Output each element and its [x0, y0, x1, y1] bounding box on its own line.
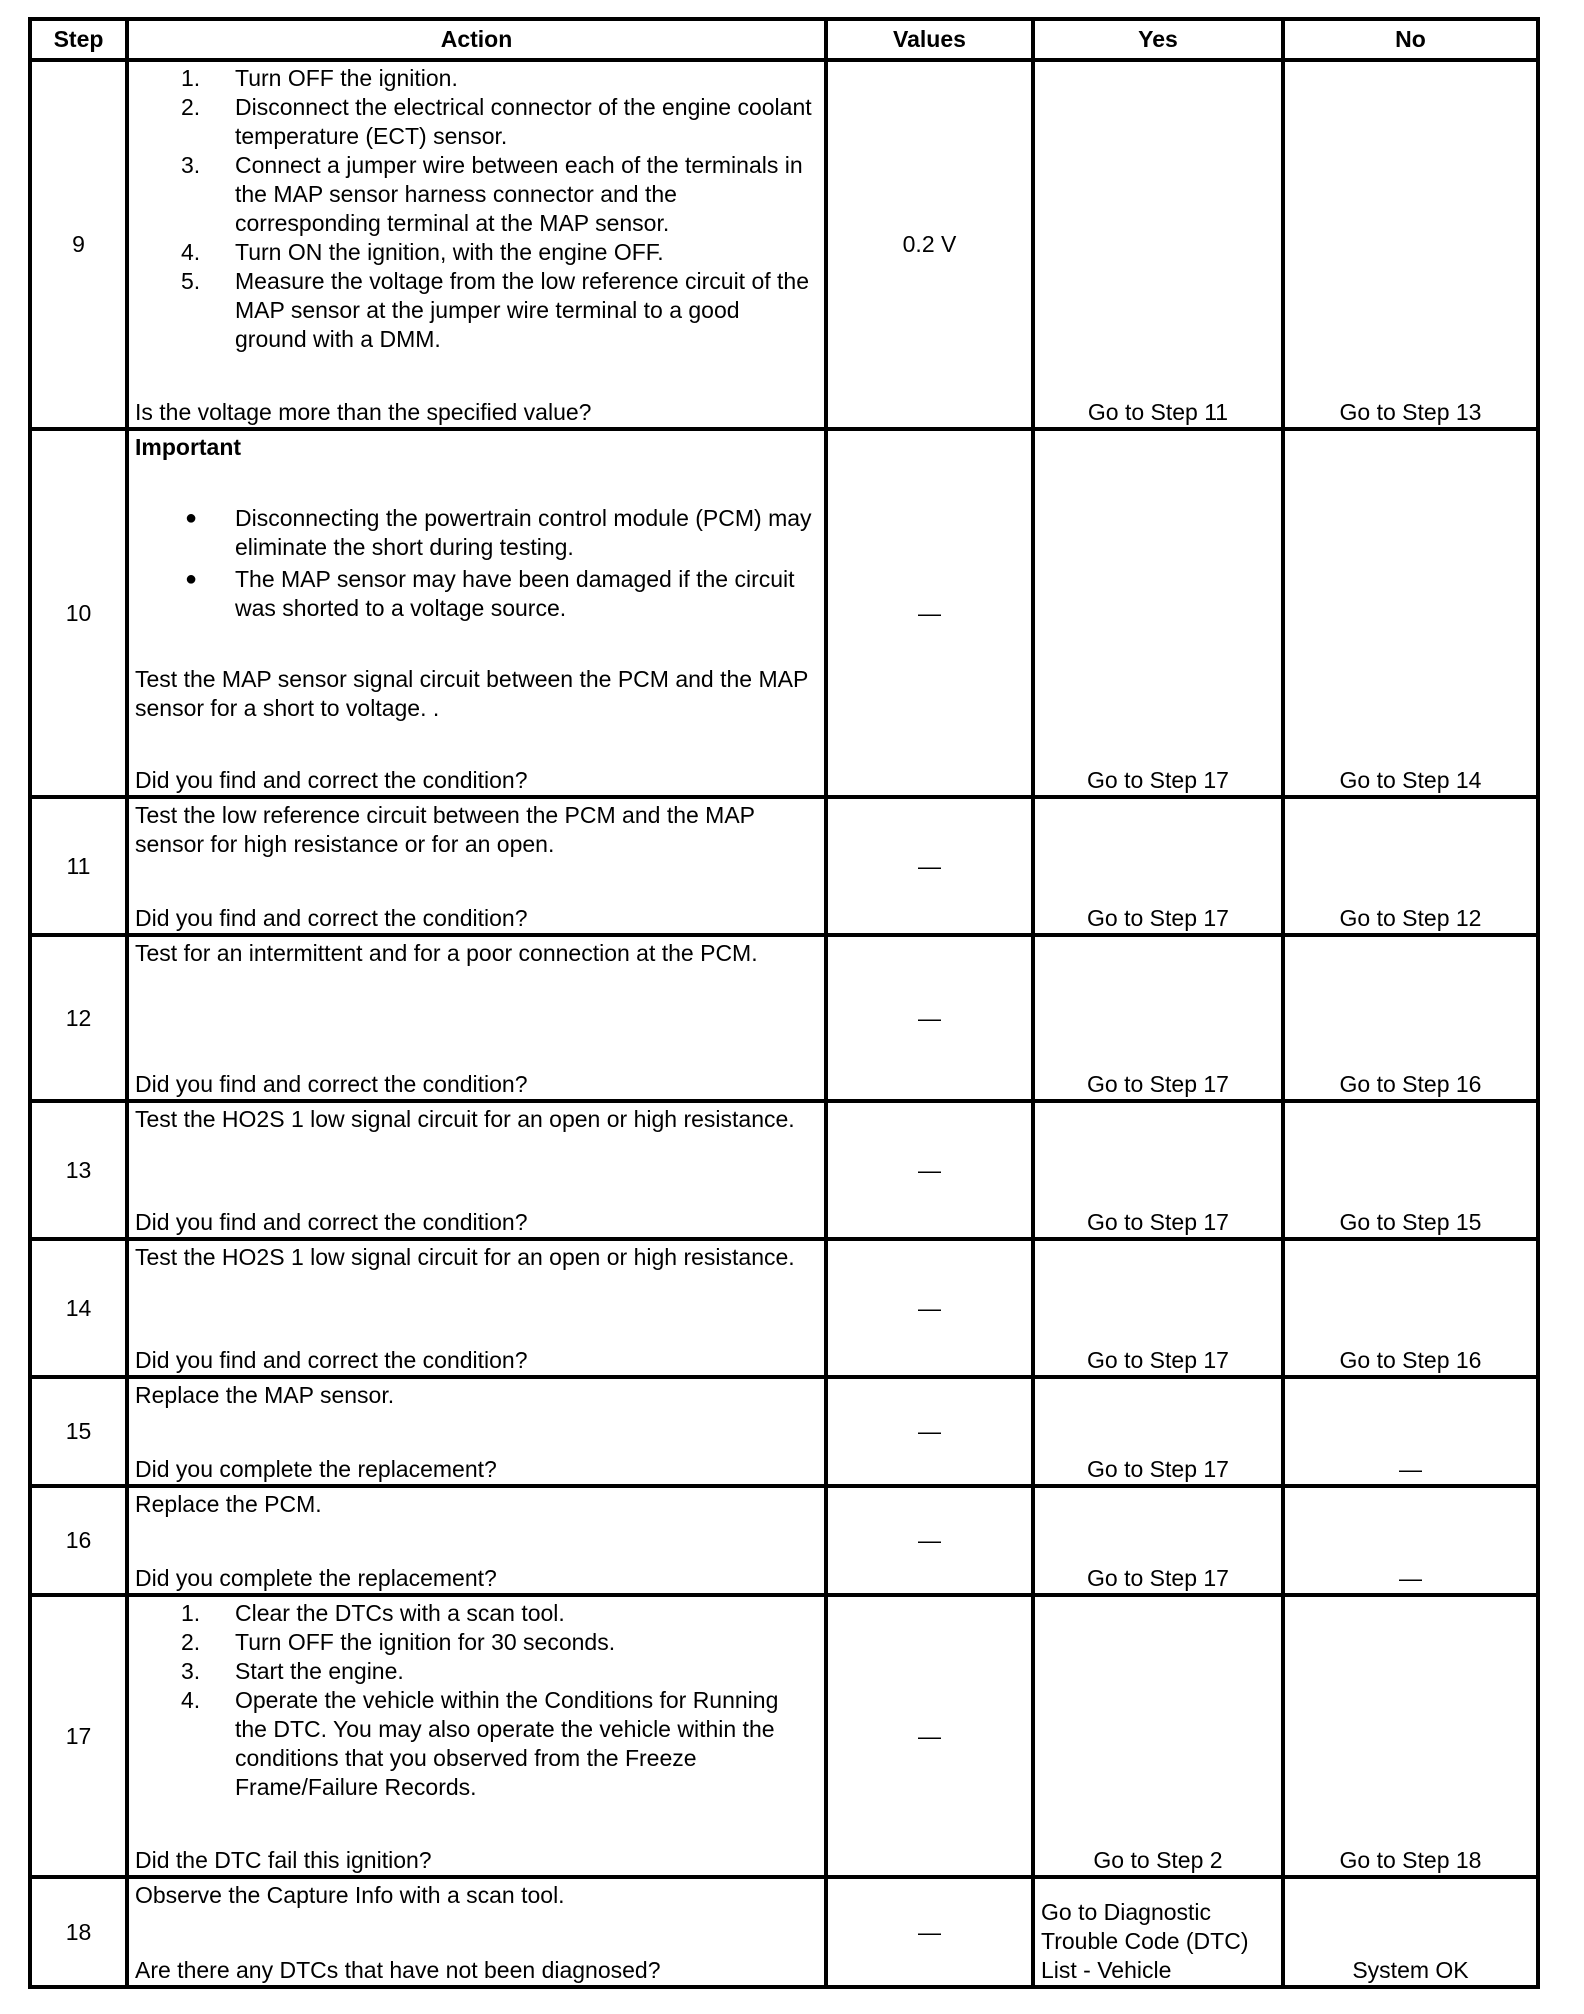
step-number: 11	[30, 797, 127, 935]
list-item: ● Disconnecting the powertrain control module (PCM) may eliminate the short during testing.	[185, 505, 812, 560]
numbered-instructions	[135, 64, 816, 354]
value-cell: —	[826, 935, 1033, 1101]
header-row	[30, 19, 1538, 60]
action-cell	[127, 1101, 826, 1239]
value-cell: 0.2 V	[826, 60, 1033, 429]
list-item: 3. Start the engine.	[181, 1658, 404, 1684]
yes-cell: Go to Step 17	[1033, 1486, 1283, 1595]
value-cell: —	[826, 1239, 1033, 1377]
step-number: 16	[30, 1486, 127, 1595]
action-cell	[127, 935, 826, 1101]
list-item: 4. Operate the vehicle within the Conditions for Running the DTC. You may also operate the vehicle within the conditions that you observed from the Freeze Frame/Failure Records.	[181, 1687, 779, 1800]
table-row	[30, 797, 1538, 935]
instruction-text: Replace the MAP sensor.	[135, 1382, 395, 1408]
action-cell	[127, 1239, 826, 1377]
header-step: Step	[30, 19, 127, 60]
value-cell: —	[826, 1595, 1033, 1877]
yes-cell: Go to Step 17	[1033, 797, 1283, 935]
table-row	[30, 1877, 1538, 1987]
instruction-text: Test the HO2S 1 low signal circuit for an open or high resistance.	[135, 1244, 795, 1270]
no-cell: —	[1283, 1377, 1538, 1486]
list-item: 3. Connect a jumper wire between each of the terminals in the MAP sensor harness connector and the corresponding terminal at the MAP sensor.	[181, 152, 803, 236]
value-cell: —	[826, 1377, 1033, 1486]
no-cell: Go to Step 14	[1283, 429, 1538, 797]
list-item: 1. Clear the DTCs with a scan tool.	[181, 1600, 565, 1626]
list-item: 2. Turn OFF the ignition for 30 seconds.	[181, 1629, 616, 1655]
question-text: Did you find and correct the condition?	[135, 1347, 528, 1373]
value-cell: —	[826, 797, 1033, 935]
header-yes: Yes	[1033, 19, 1283, 60]
table-row	[30, 429, 1538, 797]
no-cell: System OK	[1283, 1877, 1538, 1987]
table-row	[30, 1239, 1538, 1377]
yes-cell: Go to Step 17	[1033, 1101, 1283, 1239]
yes-cell: Go to Step 2	[1033, 1595, 1283, 1877]
header-action: Action	[127, 19, 826, 60]
step-number: 18	[30, 1877, 127, 1987]
yes-cell: Go to Step 17	[1033, 429, 1283, 797]
value-cell: —	[826, 1486, 1033, 1595]
list-item: 2. Disconnect the electrical connector of the engine coolant temperature (ECT) sensor.	[181, 94, 812, 149]
list-item: 5. Measure the voltage from the low reference circuit of the MAP sensor at the jumper wire terminal to a good ground with a DMM.	[181, 268, 810, 352]
step-number: 14	[30, 1239, 127, 1377]
table-row	[30, 1595, 1538, 1877]
step-number: 13	[30, 1101, 127, 1239]
action-cell	[127, 1595, 826, 1877]
header-values: Values	[826, 19, 1033, 60]
question-text: Did you complete the replacement?	[135, 1565, 497, 1591]
no-cell: Go to Step 13	[1283, 60, 1538, 429]
no-cell: —	[1283, 1486, 1538, 1595]
instruction-text: Test the low reference circuit between the PCM and the MAP sensor for high resistance or for an open.	[135, 802, 755, 857]
table-row	[30, 1377, 1538, 1486]
action-cell	[127, 429, 826, 797]
no-cell: Go to Step 16	[1283, 1239, 1538, 1377]
instruction-text: Replace the PCM.	[135, 1491, 322, 1517]
table-row	[30, 935, 1538, 1101]
action-cell	[127, 1377, 826, 1486]
table-row	[30, 1486, 1538, 1595]
header-no: No	[1283, 19, 1538, 60]
list-item: 4. Turn ON the ignition, with the engine OFF.	[181, 239, 664, 265]
step-number: 12	[30, 935, 127, 1101]
action-cell	[127, 1486, 826, 1595]
table-row	[30, 1101, 1538, 1239]
step-number: 15	[30, 1377, 127, 1486]
diagnostic-table	[28, 17, 1540, 1989]
yes-cell: Go to Step 17	[1033, 935, 1283, 1101]
question-text: Did the DTC fail this ignition?	[135, 1847, 432, 1873]
yes-cell: Go to Step 11	[1033, 60, 1283, 429]
question-text: Did you complete the replacement?	[135, 1456, 497, 1482]
list-item: ● The MAP sensor may have been damaged if the circuit was shorted to a voltage source.	[185, 566, 795, 621]
question-text: Are there any DTCs that have not been diagnosed?	[135, 1957, 661, 1983]
list-item: 1. Turn OFF the ignition.	[181, 65, 458, 91]
table-row	[30, 60, 1538, 429]
instruction-text: Test the HO2S 1 low signal circuit for an open or high resistance.	[135, 1106, 795, 1132]
value-cell: —	[826, 429, 1033, 797]
no-cell: Go to Step 12	[1283, 797, 1538, 935]
bullet-list	[135, 504, 816, 623]
instruction-text: Observe the Capture Info with a scan tool.	[135, 1882, 565, 1908]
question-text: Did you find and correct the condition?	[135, 1209, 528, 1235]
instruction-text: Test the MAP sensor signal circuit between the PCM and the MAP sensor for a short to voltage. .	[135, 666, 808, 721]
question-text: Is the voltage more than the specified value?	[135, 399, 592, 425]
value-cell: —	[826, 1101, 1033, 1239]
step-number: 10	[30, 429, 127, 797]
no-cell: Go to Step 18	[1283, 1595, 1538, 1877]
value-cell: —	[826, 1877, 1033, 1987]
instruction-text: Test for an intermittent and for a poor connection at the PCM.	[135, 940, 758, 966]
action-cell	[127, 60, 826, 429]
yes-cell: Go to Step 17	[1033, 1239, 1283, 1377]
important-label: Important	[135, 434, 242, 460]
step-number: 17	[30, 1595, 127, 1877]
question-text: Did you find and correct the condition?	[135, 905, 528, 931]
step-number: 9	[30, 60, 127, 429]
yes-cell: Go to Step 17	[1033, 1377, 1283, 1486]
no-cell: Go to Step 16	[1283, 935, 1538, 1101]
numbered-instructions	[135, 1599, 816, 1802]
question-text: Did you find and correct the condition?	[135, 1071, 528, 1097]
no-cell: Go to Step 15	[1283, 1101, 1538, 1239]
yes-cell: Go to Diagnostic Trouble Code (DTC) List - Vehicle	[1033, 1877, 1283, 1987]
question-text: Did you find and correct the condition?	[135, 767, 528, 793]
action-cell	[127, 797, 826, 935]
action-cell	[127, 1877, 826, 1987]
